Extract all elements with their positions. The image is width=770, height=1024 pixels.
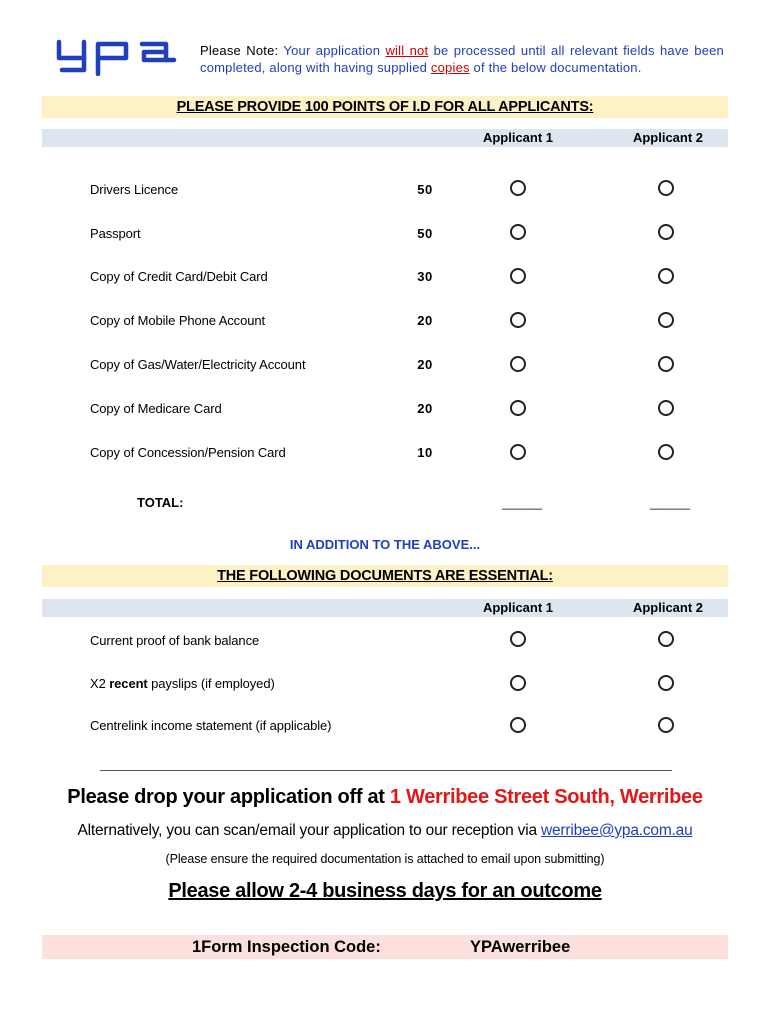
payslips-suffix: payslips (if employed) [151, 676, 275, 691]
id-row-label: Drivers Licence [90, 182, 179, 197]
essential-section-title: THE FOLLOWING DOCUMENTS ARE ESSENTIAL: [217, 568, 553, 584]
bank-balance-applicant2-radio[interactable] [658, 631, 674, 647]
id-row-applicant2-radio[interactable] [658, 180, 674, 196]
payslips-applicant2-radio[interactable] [658, 675, 674, 691]
payslips-recent: recent [109, 676, 148, 691]
centrelink-applicant2-radio[interactable] [658, 717, 674, 733]
id-row-points: 30 [417, 269, 433, 284]
inspection-code-band [42, 935, 728, 959]
id-row-applicant1-radio[interactable] [510, 224, 526, 240]
id-row-applicant1-radio[interactable] [510, 268, 526, 284]
id-col-applicant-1: Applicant 1 [482, 130, 554, 145]
note-prefix: Please Note: [200, 43, 279, 58]
note-copies: copies [430, 60, 470, 75]
id-row-label: Copy of Gas/Water/Electricity Account [90, 357, 306, 372]
id-section-band [42, 96, 728, 118]
note-will-not: will not [385, 43, 429, 58]
inspection-code-label: 1Form Inspection Code: [192, 938, 381, 956]
id-row-applicant1-radio[interactable] [510, 444, 526, 460]
drop-off-text [0, 786, 770, 809]
id-row-label: Copy of Concession/Pension Card [90, 445, 286, 460]
total-label: TOTAL: [137, 495, 184, 510]
ypa-logo [56, 36, 180, 76]
essential-section-band [42, 565, 728, 587]
inspection-code-value: YPAwerribee [470, 938, 571, 956]
id-row-points: 50 [417, 182, 433, 197]
drop-prefix: Please drop your application off at [67, 786, 385, 808]
id-row-label: Copy of Mobile Phone Account [90, 313, 265, 328]
payslips-applicant1-radio[interactable] [510, 675, 526, 691]
note-part2: be processed until all relevant fields have been completed, along with having supplied [200, 43, 724, 75]
id-row-label: Copy of Medicare Card [90, 401, 222, 416]
id-section-title: PLEASE PROVIDE 100 POINTS OF I.D FOR ALL APPLICANTS: [176, 99, 594, 115]
id-row-applicant2-radio[interactable] [658, 268, 674, 284]
essential-row-bank-balance: Current proof of bank balance [90, 633, 260, 648]
id-row-points: 20 [417, 357, 433, 372]
alt-text: Alternatively, you can scan/email your application to our reception via [77, 822, 537, 839]
essential-col-applicant-2: Applicant 2 [632, 600, 704, 615]
id-col-applicant-2: Applicant 2 [632, 130, 704, 145]
bank-balance-applicant1-radio[interactable] [510, 631, 526, 647]
id-row-points: 50 [417, 226, 433, 241]
drop-address: 1 Werribee Street South, Werribee [389, 786, 703, 808]
id-row-applicant2-radio[interactable] [658, 400, 674, 416]
id-row-applicant2-radio[interactable] [658, 312, 674, 328]
id-row-applicant1-radio[interactable] [510, 312, 526, 328]
note-part3: of the below documentation. [473, 60, 642, 75]
id-row-applicant1-radio[interactable] [510, 180, 526, 196]
note-part1: Your application [283, 43, 381, 58]
essential-row-centrelink: Centrelink income statement (if applicable) [90, 718, 332, 733]
in-addition-text: IN ADDITION TO THE ABOVE... [289, 537, 481, 552]
id-row-label: Copy of Credit Card/Debit Card [90, 269, 268, 284]
id-row-applicant1-radio[interactable] [510, 356, 526, 372]
allow-outcome-text: Please allow 2-4 business days for an outcome [168, 880, 602, 902]
application-note [200, 42, 724, 76]
id-row-applicant2-radio[interactable] [658, 224, 674, 240]
email-link[interactable]: werribee@ypa.com.au [540, 822, 693, 839]
centrelink-applicant1-radio[interactable] [510, 717, 526, 733]
id-row-points: 10 [417, 445, 433, 460]
ensure-text: (Please ensure the required documentation is attached to email upon submitting) [165, 852, 605, 866]
id-row-applicant2-radio[interactable] [658, 356, 674, 372]
total-applicant1-field[interactable]: ______ [501, 496, 543, 510]
total-applicant2-field[interactable]: ______ [649, 496, 691, 510]
payslips-prefix: X2 [90, 676, 106, 691]
id-row-points: 20 [417, 313, 433, 328]
alternative-text [0, 822, 770, 840]
essential-col-applicant-1: Applicant 1 [482, 600, 554, 615]
essential-row-payslips [90, 676, 275, 692]
id-row-label: Passport [90, 226, 141, 241]
id-row-applicant2-radio[interactable] [658, 444, 674, 460]
divider-line [100, 770, 672, 771]
id-row-points: 20 [417, 401, 433, 416]
id-row-applicant1-radio[interactable] [510, 400, 526, 416]
